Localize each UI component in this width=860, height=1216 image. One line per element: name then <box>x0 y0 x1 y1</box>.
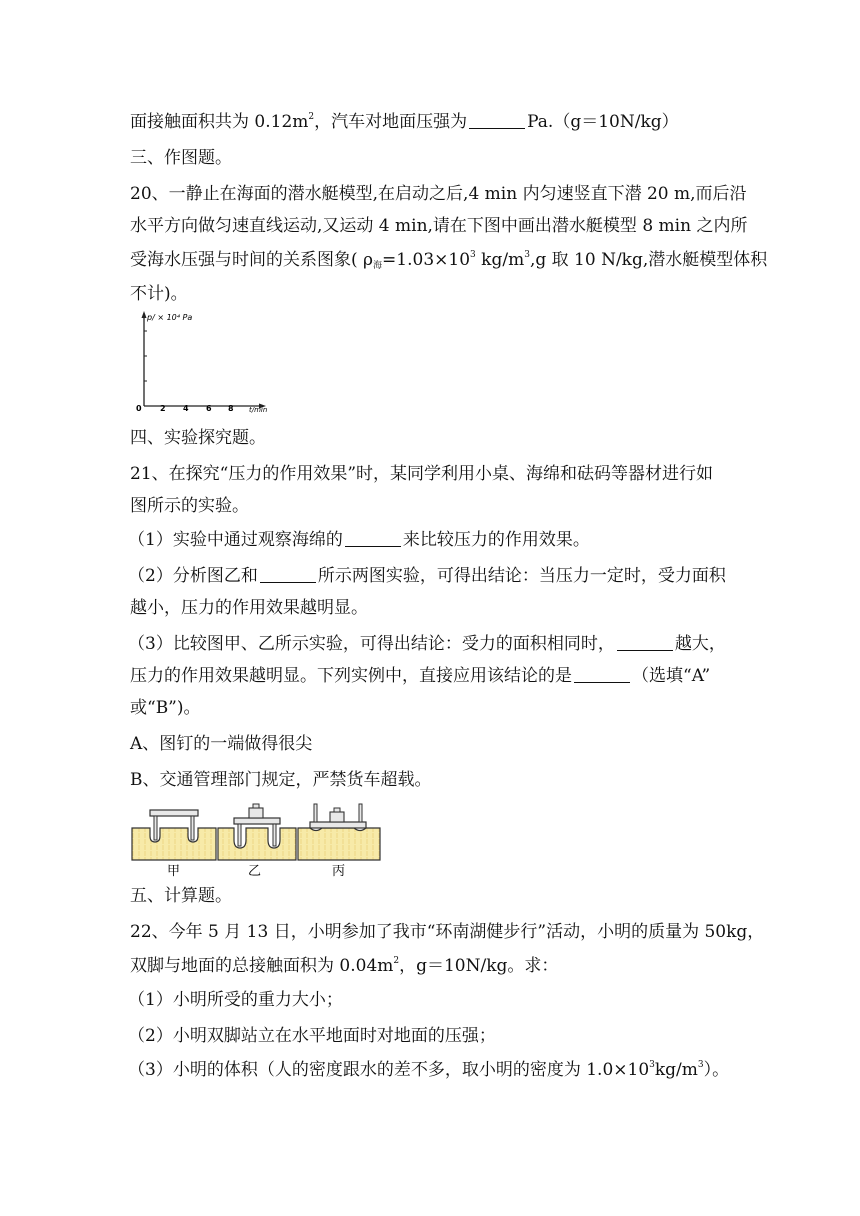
inverted-table-top <box>310 822 366 828</box>
text: kg/m <box>654 1060 698 1080</box>
q19-continuation <box>130 110 740 134</box>
q22-sub-1: （1）小明所受的重力大小； <box>128 990 343 1010</box>
q21-sub-3 <box>128 632 738 656</box>
text: 压力的作用效果越明显。下列实例中，直接应用该结论的是 <box>130 666 572 686</box>
q21-sub-2-cont: 越小，压力的作用效果越明显。 <box>130 598 368 618</box>
label-jia: 甲 <box>167 864 181 878</box>
x-tick-label: 2 <box>160 404 166 413</box>
experiment-apparatus-figure <box>130 802 392 878</box>
superscript: 2 <box>393 956 400 966</box>
section-heading-experiment: 四、实验探究题。 <box>130 428 266 448</box>
superscript: 3 <box>470 250 476 260</box>
text: （3）比较图甲、乙所示实验，可得出结论：受力的面积相同时， <box>128 634 615 654</box>
superscript: 3 <box>649 1060 655 1070</box>
text: ）。 <box>703 1060 730 1080</box>
setup-yi <box>218 804 296 878</box>
q21-line-1: 21、在探究“压力的作用效果”时，某同学利用小桌、海绵和砝码等器材进行如 <box>130 464 714 484</box>
x-tick-label: 6 <box>206 404 212 413</box>
weight-knob <box>253 804 259 808</box>
text: Pa.（g＝10N/kg） <box>527 112 679 132</box>
text: （3）小明的体积（人的密度跟水的差不多，取小明的密度为 1.0×10 <box>128 1060 650 1080</box>
pressure-time-axes[interactable] <box>130 308 280 418</box>
q21-line-2: 图所示的实验。 <box>130 496 249 516</box>
label-yi: 乙 <box>248 864 262 878</box>
q22-line-2 <box>130 954 740 978</box>
y-axis-arrow-icon <box>142 311 147 318</box>
y-axis-label: p/ × 10⁴ Pa <box>147 313 193 322</box>
q21-sub-3-cont2: 或“B”)。 <box>130 698 201 718</box>
x-tick-label: 4 <box>183 404 189 413</box>
sponge <box>132 828 216 860</box>
weight-block <box>249 808 263 818</box>
text: （选填“A” <box>632 666 711 686</box>
text: ，汽车对地面压强为 <box>314 112 468 132</box>
sponge <box>218 828 296 860</box>
table-leg-up <box>314 804 317 822</box>
text: kg/m <box>475 250 525 270</box>
superscript: 3 <box>697 1060 704 1070</box>
section-heading-calculation: 五、计算题。 <box>130 886 232 906</box>
text: =1.03×10 <box>382 250 471 270</box>
option-b: B、交通管理部门规定，严禁货车超载。 <box>130 770 432 790</box>
text: ,g 取 10 N/kg,潜水艇模型体积 <box>529 250 768 270</box>
origin-label: 0 <box>136 404 142 413</box>
superscript: 2 <box>308 112 315 122</box>
q22-sub-3 <box>128 1058 738 1082</box>
answer-blank[interactable] <box>260 564 316 583</box>
table-leg-up <box>359 804 362 822</box>
superscript: 3 <box>524 250 530 260</box>
label-bing: 丙 <box>332 864 346 878</box>
text: 越大， <box>674 634 726 654</box>
table-leg <box>273 824 276 846</box>
text: （1）实验中通过观察海绵的 <box>128 530 343 550</box>
text: 来比较压力的作用效果。 <box>402 530 590 550</box>
q22-line-1: 22、今年 5 月 13 日，小明参加了我市“环南湖健步行”活动，小明的质量为 50kg， <box>130 922 765 942</box>
setup-jia <box>132 810 216 878</box>
answer-blank[interactable] <box>574 664 630 683</box>
weight-knob <box>334 808 340 812</box>
text: 受海水压强与时间的关系图象( ρ <box>130 250 374 270</box>
text: 面接触面积共为 0.12m <box>130 112 309 132</box>
text: 所示两图实验，可得出结论：当压力一定时，受力面积 <box>317 566 726 586</box>
q22-sub-2: （2）小明双脚站立在水平地面时对地面的压强； <box>128 1026 496 1046</box>
q20-line-2: 水平方向做匀速直线运动,又运动 4 min,请在下图中画出潜水艇模型 8 min 之内所 <box>130 216 748 236</box>
option-a: A、图钉的一端做得很尖 <box>130 734 313 754</box>
small-table-top <box>150 810 198 816</box>
text: 双脚与地面的总接触面积为 0.04m <box>130 956 394 976</box>
q21-sub-3-cont <box>130 664 740 688</box>
subscript: 海 <box>373 261 383 271</box>
setup-bing <box>298 804 380 878</box>
x-axis-label: t/min <box>249 406 268 414</box>
sponge <box>298 828 380 860</box>
text: ，g＝10N/kg。求： <box>399 956 559 976</box>
q20-line-4: 不计)。 <box>130 284 188 304</box>
q20-line-1: 20、一静止在海面的潜水艇模型,在启动之后,4 min 内匀速竖直下潜 20 m,而后沿 <box>130 184 747 204</box>
table-leg <box>238 824 241 846</box>
small-table-top <box>234 818 280 824</box>
q20-line-3 <box>130 248 768 272</box>
section-heading-drawing: 三、作图题。 <box>130 148 232 168</box>
text: （2）分析图乙和 <box>128 566 258 586</box>
weight-block <box>330 812 344 822</box>
table-leg <box>191 816 194 840</box>
q21-sub-2 <box>128 564 738 588</box>
table-leg <box>154 816 157 840</box>
answer-blank[interactable] <box>469 110 525 129</box>
x-tick-label: 8 <box>228 404 234 413</box>
q21-sub-1 <box>128 528 738 552</box>
answer-blank[interactable] <box>345 528 401 547</box>
answer-blank[interactable] <box>617 632 673 651</box>
